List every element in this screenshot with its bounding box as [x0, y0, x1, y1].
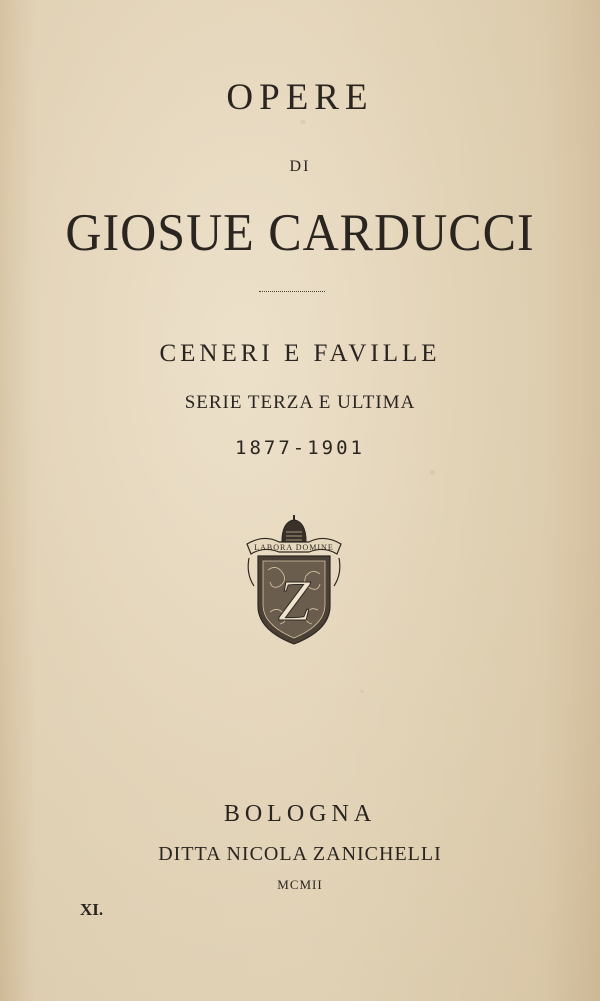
paper-spot — [300, 120, 306, 124]
volume-mark: XI. — [80, 900, 104, 919]
publisher-name: DITTA NICOLA ZANICHELLI — [158, 843, 442, 865]
dotted-divider — [259, 291, 325, 292]
work-years: 1877-1901 — [235, 437, 365, 459]
crest-motto: LABORA DOMINE — [254, 543, 334, 552]
paper-spot — [430, 470, 435, 475]
paper-spot — [360, 690, 364, 693]
publisher-city: BOLOGNA — [223, 801, 377, 827]
collection-title: OPERE — [226, 77, 374, 118]
work-series: SERIE TERZA E ULTIMA — [184, 392, 416, 413]
author-name: GIOSUE CARDUCCI — [65, 202, 535, 262]
publisher-crest-icon — [244, 514, 344, 648]
work-title: CENERI E FAVILLE — [159, 340, 441, 367]
crest-letter: Z — [277, 568, 311, 633]
author-preposition: DI — [289, 158, 311, 175]
publication-year: MCMII — [277, 877, 323, 892]
